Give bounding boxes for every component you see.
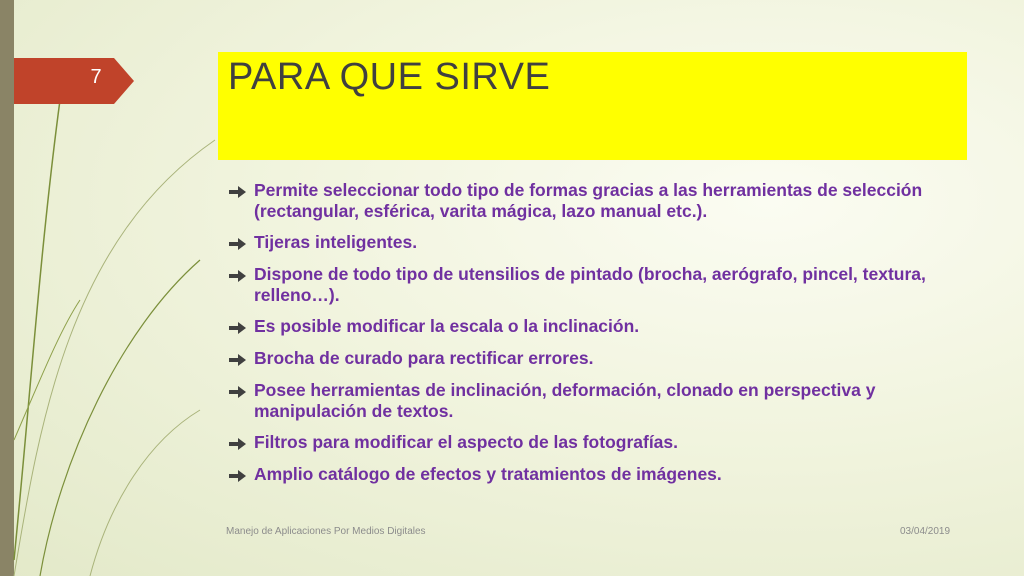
bullet-text: Tijeras inteligentes. — [254, 232, 418, 252]
slide-number-tag — [14, 58, 134, 104]
bullet-text: Brocha de curado para rectificar errores. — [254, 348, 594, 368]
footer-course-name: Manejo de Aplicaciones Por Medios Digitales — [226, 526, 426, 537]
arrow-bullet-icon — [226, 382, 254, 402]
arrow-bullet-icon — [226, 318, 254, 338]
bullet-text: Permite seleccionar todo tipo de formas gracias a las herramientas de selección (rectangular, esférica, varita mágica, lazo manual etc.). — [254, 180, 923, 221]
bullet-item — [226, 316, 986, 338]
footer-date: 03/04/2019 — [900, 526, 951, 537]
arrow-bullet-icon — [226, 266, 254, 286]
bullet-text: Amplio catálogo de efectos y tratamientos de imágenes. — [254, 464, 722, 484]
slide-title: PARA QUE SIRVE — [228, 56, 551, 98]
slide-number: 7 — [90, 66, 102, 88]
arrow-bullet-icon — [226, 466, 254, 486]
bullet-item — [226, 264, 986, 306]
arrow-bullet-icon — [226, 234, 254, 254]
bullet-item — [226, 348, 986, 370]
bullet-item — [226, 380, 986, 422]
bullet-text: Filtros para modificar el aspecto de las fotografías. — [254, 432, 679, 452]
arrow-bullet-icon — [226, 350, 254, 370]
bullet-list — [226, 180, 986, 496]
bullet-text: Es posible modificar la escala o la inclinación. — [254, 316, 640, 336]
bullet-text: Posee herramientas de inclinación, deformación, clonado en perspectiva y manipulación de textos. — [254, 380, 876, 421]
bullet-item — [226, 464, 986, 486]
arrow-bullet-icon — [226, 434, 254, 454]
bullet-item — [226, 432, 986, 454]
bullet-item — [226, 180, 986, 222]
arrow-bullet-icon — [226, 182, 254, 202]
bullet-text: Dispone de todo tipo de utensilios de pintado (brocha, aerógrafo, pincel, textura, relleno…). — [254, 264, 926, 305]
bullet-item — [226, 232, 986, 254]
